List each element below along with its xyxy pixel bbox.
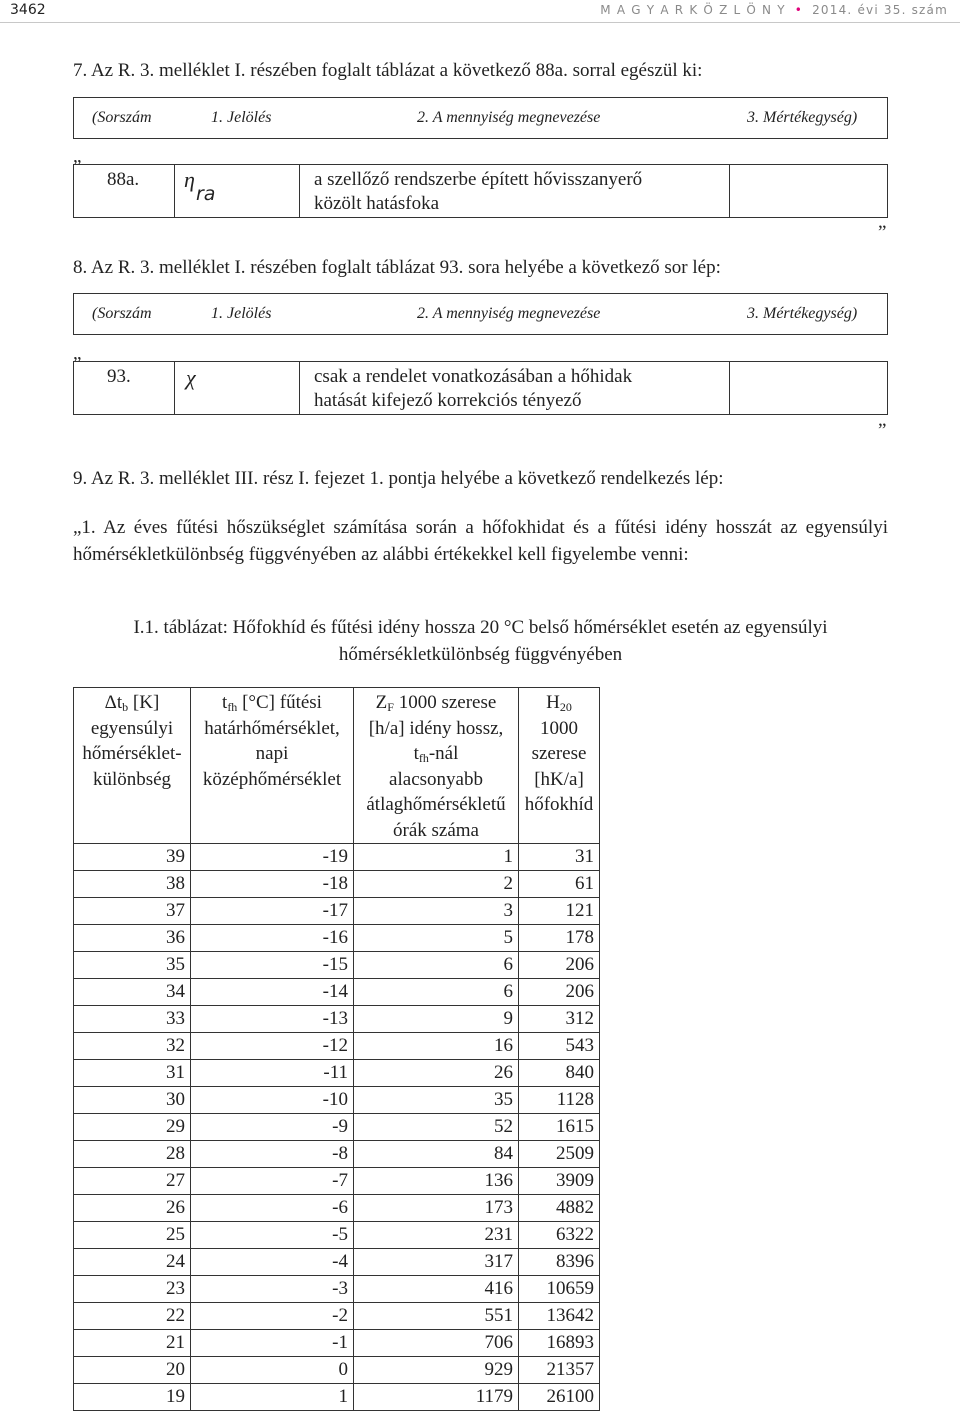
table-row xyxy=(74,1195,600,1222)
table-row xyxy=(74,1033,600,1060)
row-name-line-1: a szellőző rendszerbe épített hővisszanyerő xyxy=(314,169,643,190)
header-text: napi xyxy=(255,743,289,764)
table-cell: -19 xyxy=(191,844,354,871)
table-cell: 6322 xyxy=(519,1222,600,1249)
table-cell: 31 xyxy=(519,844,600,871)
header-text: t xyxy=(222,692,228,713)
header-zf xyxy=(354,688,519,844)
table-header-row xyxy=(74,688,600,844)
table-row xyxy=(74,1330,600,1357)
table-cell: 35 xyxy=(354,1087,519,1114)
header-text: Δt xyxy=(104,692,123,713)
header-text: 1000 szerese xyxy=(393,692,497,713)
open-quote: „ xyxy=(73,343,82,364)
row-divider xyxy=(174,362,175,414)
header-text: szerese xyxy=(531,743,587,764)
row-name-line-1: csak a rendelet vonatkozásában a hőhidak xyxy=(314,366,633,387)
table-row xyxy=(74,925,600,952)
table-cell: -2 xyxy=(191,1303,354,1330)
table-cell: 312 xyxy=(519,1006,600,1033)
row-name-line-2: közölt hatásfoka xyxy=(314,193,440,214)
table-cell: 30 xyxy=(74,1087,191,1114)
table-cell: -16 xyxy=(191,925,354,952)
table-cell: 2509 xyxy=(519,1141,600,1168)
table-caption xyxy=(73,614,888,668)
table-cell: 840 xyxy=(519,1060,600,1087)
table-cell: 8396 xyxy=(519,1249,600,1276)
table-cell: 3909 xyxy=(519,1168,600,1195)
header-subscript: fh xyxy=(418,751,429,765)
table-cell: 1 xyxy=(354,844,519,871)
section-8-column-header xyxy=(73,293,888,335)
close-quote: ” xyxy=(878,420,887,441)
header-text: [hK/a] xyxy=(534,768,584,790)
hofokhid-table xyxy=(73,687,600,1411)
section-8-intro: 8. Az R. 3. melléklet I. részében foglalt táblázat 93. sora helyébe a következő sor lép: xyxy=(73,257,721,278)
table-row xyxy=(74,1087,600,1114)
table-cell: -10 xyxy=(191,1087,354,1114)
table-row xyxy=(74,1006,600,1033)
table-cell: 16893 xyxy=(519,1330,600,1357)
section-9-paragraph: „1. Az éves fűtési hőszükséglet számítása során a hőfokhidat és a fűtési idény hosszát az egyensúlyi hőmérsékletkülönbség függvényében az alábbi értékekkel kell figyelembe venni: xyxy=(73,517,888,565)
col-mertekegyseg: 3. Mértékegység) xyxy=(747,109,858,126)
table-body xyxy=(74,844,600,1411)
table-cell: 26 xyxy=(354,1060,519,1087)
col-sorszam: (Sorszám xyxy=(92,305,152,322)
row-number: 88a. xyxy=(107,169,140,190)
open-quote: „ xyxy=(73,146,82,167)
table-cell: 416 xyxy=(354,1276,519,1303)
row-symbol-subscript: ra xyxy=(196,183,216,205)
table-cell: -7 xyxy=(191,1168,354,1195)
header-subscript: 20 xyxy=(559,700,572,714)
table-cell: 26100 xyxy=(519,1384,600,1411)
header-text: -nál xyxy=(428,743,459,764)
table-cell: -12 xyxy=(191,1033,354,1060)
table-row xyxy=(74,1114,600,1141)
table-cell: 23 xyxy=(74,1276,191,1303)
table-cell: 3 xyxy=(354,898,519,925)
header-text: különbség xyxy=(92,768,172,790)
table-cell: 0 xyxy=(191,1357,354,1384)
header-text: átlaghőmérsékletű xyxy=(366,794,506,815)
table-cell: 13642 xyxy=(519,1303,600,1330)
gazette-header xyxy=(600,3,948,17)
row-symbol: χ xyxy=(186,365,196,390)
row-number: 93. xyxy=(107,366,131,387)
table-cell: 706 xyxy=(354,1330,519,1357)
section-9-intro: 9. Az R. 3. melléklet III. rész I. fejezet 1. pontja helyébe a következő rendelkezés lép: xyxy=(73,468,724,489)
col-mertekegyseg: 3. Mértékegység) xyxy=(747,305,858,322)
table-cell: 173 xyxy=(354,1195,519,1222)
table-caption-line-2: hőmérsékletkülönbség függvényében xyxy=(338,644,623,665)
table-cell: -14 xyxy=(191,979,354,1006)
table-cell: 16 xyxy=(354,1033,519,1060)
table-cell: 61 xyxy=(519,871,600,898)
table-row xyxy=(74,1303,600,1330)
page-number: 3462 xyxy=(10,2,46,18)
table-cell: 84 xyxy=(354,1141,519,1168)
table-cell: 29 xyxy=(74,1114,191,1141)
table-cell: 1615 xyxy=(519,1114,600,1141)
table-cell: 34 xyxy=(74,979,191,1006)
row-divider xyxy=(299,362,300,414)
header-delta-tb xyxy=(74,688,191,844)
section-7-intro: 7. Az R. 3. melléklet I. részében foglalt táblázat a következő 88a. sorral egészül ki: xyxy=(73,60,703,81)
table-cell: -9 xyxy=(191,1114,354,1141)
row-divider xyxy=(299,165,300,217)
header-text: egyensúlyi xyxy=(90,717,174,739)
table-cell: 136 xyxy=(354,1168,519,1195)
table-cell: 6 xyxy=(354,979,519,1006)
table-row xyxy=(74,1249,600,1276)
header-text: hőfokhíd xyxy=(524,794,594,815)
table-cell: 21 xyxy=(74,1330,191,1357)
col-megnevezes: 2. A mennyiség megnevezése xyxy=(417,109,601,126)
row-name-line-2: hatását kifejező korrekciós tényező xyxy=(314,390,582,411)
table-cell: 206 xyxy=(519,979,600,1006)
issue-label: 2014. évi 35. szám xyxy=(812,3,948,17)
section-8-row xyxy=(73,361,888,415)
header-text: t xyxy=(413,743,419,764)
table-cell: 178 xyxy=(519,925,600,952)
table-cell: -18 xyxy=(191,871,354,898)
table-cell: 36 xyxy=(74,925,191,952)
col-sorszam: (Sorszám xyxy=(92,109,152,126)
table-cell: 4882 xyxy=(519,1195,600,1222)
table-caption-line-1: I.1. táblázat: Hőfokhíd és fűtési idény hossza 20 °C belső hőmérséklet esetén az egyensúlyi xyxy=(133,617,828,638)
row-divider xyxy=(729,362,730,414)
header-subscript: fh xyxy=(227,700,238,714)
header-text: középhőmérséklet xyxy=(202,768,342,790)
header-text: alacsonyabb xyxy=(389,768,483,790)
col-jeloles: 1. Jelölés xyxy=(211,305,272,322)
header-subscript: F xyxy=(387,700,394,714)
table-row xyxy=(74,898,600,925)
table-row xyxy=(74,1357,600,1384)
header-text: H xyxy=(546,692,560,713)
table-cell: 231 xyxy=(354,1222,519,1249)
table-cell: -4 xyxy=(191,1249,354,1276)
bullet-separator: • xyxy=(794,3,804,17)
table-cell: 10659 xyxy=(519,1276,600,1303)
table-row xyxy=(74,871,600,898)
section-7-column-header xyxy=(73,97,888,139)
table-cell: -3 xyxy=(191,1276,354,1303)
table-cell: 39 xyxy=(74,844,191,871)
header-tfh xyxy=(191,688,354,844)
table-cell: 1179 xyxy=(354,1384,519,1411)
table-cell: -5 xyxy=(191,1222,354,1249)
table-cell: -6 xyxy=(191,1195,354,1222)
header-text: [h/a] idény hossz, xyxy=(368,717,504,739)
table-cell: 33 xyxy=(74,1006,191,1033)
header-divider xyxy=(0,22,960,23)
table-cell: 551 xyxy=(354,1303,519,1330)
table-cell: 26 xyxy=(74,1195,191,1222)
row-divider xyxy=(174,165,175,217)
table-cell: 19 xyxy=(74,1384,191,1411)
row-divider xyxy=(729,165,730,217)
table-cell: 28 xyxy=(74,1141,191,1168)
table-cell: 1 xyxy=(191,1384,354,1411)
table-row xyxy=(74,1384,600,1411)
header-text: [K] xyxy=(128,692,160,713)
table-cell: 25 xyxy=(74,1222,191,1249)
header-text: határhőmérséklet, xyxy=(204,717,340,739)
header-text: hőmérséklet- xyxy=(82,743,182,764)
table-row xyxy=(74,952,600,979)
table-row xyxy=(74,1276,600,1303)
table-cell: 38 xyxy=(74,871,191,898)
table-cell: 1128 xyxy=(519,1087,600,1114)
table-cell: 929 xyxy=(354,1357,519,1384)
table-cell: -13 xyxy=(191,1006,354,1033)
col-megnevezes: 2. A mennyiség megnevezése xyxy=(417,305,601,322)
header-subscript: b xyxy=(122,700,129,714)
table-cell: 31 xyxy=(74,1060,191,1087)
table-cell: -8 xyxy=(191,1141,354,1168)
table-row xyxy=(74,1222,600,1249)
table-cell: 6 xyxy=(354,952,519,979)
table-row xyxy=(74,1060,600,1087)
table-cell: -17 xyxy=(191,898,354,925)
table-row xyxy=(74,1141,600,1168)
gazette-title: M A G Y A R K Ö Z L Ö N Y xyxy=(600,3,786,17)
table-cell: 24 xyxy=(74,1249,191,1276)
table-cell: 35 xyxy=(74,952,191,979)
table-cell: 121 xyxy=(519,898,600,925)
table-cell: 32 xyxy=(74,1033,191,1060)
col-jeloles: 1. Jelölés xyxy=(211,109,272,126)
table-cell: -1 xyxy=(191,1330,354,1357)
table-cell: 21357 xyxy=(519,1357,600,1384)
table-cell: -15 xyxy=(191,952,354,979)
table-cell: 22 xyxy=(74,1303,191,1330)
header-text: Z xyxy=(375,692,388,713)
table-cell: 206 xyxy=(519,952,600,979)
table-cell: 27 xyxy=(74,1168,191,1195)
table-cell: -11 xyxy=(191,1060,354,1087)
table-cell: 52 xyxy=(354,1114,519,1141)
table-cell: 5 xyxy=(354,925,519,952)
header-text: [°C] fűtési xyxy=(237,692,322,713)
row-symbol: η xyxy=(184,167,195,192)
table-row xyxy=(74,1168,600,1195)
table-cell: 2 xyxy=(354,871,519,898)
table-cell: 543 xyxy=(519,1033,600,1060)
section-7-row xyxy=(73,164,888,218)
table-row xyxy=(74,844,600,871)
close-quote: ” xyxy=(878,222,887,243)
header-text: 1000 xyxy=(540,717,578,739)
table-cell: 20 xyxy=(74,1357,191,1384)
table-cell: 37 xyxy=(74,898,191,925)
header-h20 xyxy=(519,688,600,844)
table-cell: 9 xyxy=(354,1006,519,1033)
header-text: órák száma xyxy=(393,819,479,841)
table-cell: 317 xyxy=(354,1249,519,1276)
table-row xyxy=(74,979,600,1006)
